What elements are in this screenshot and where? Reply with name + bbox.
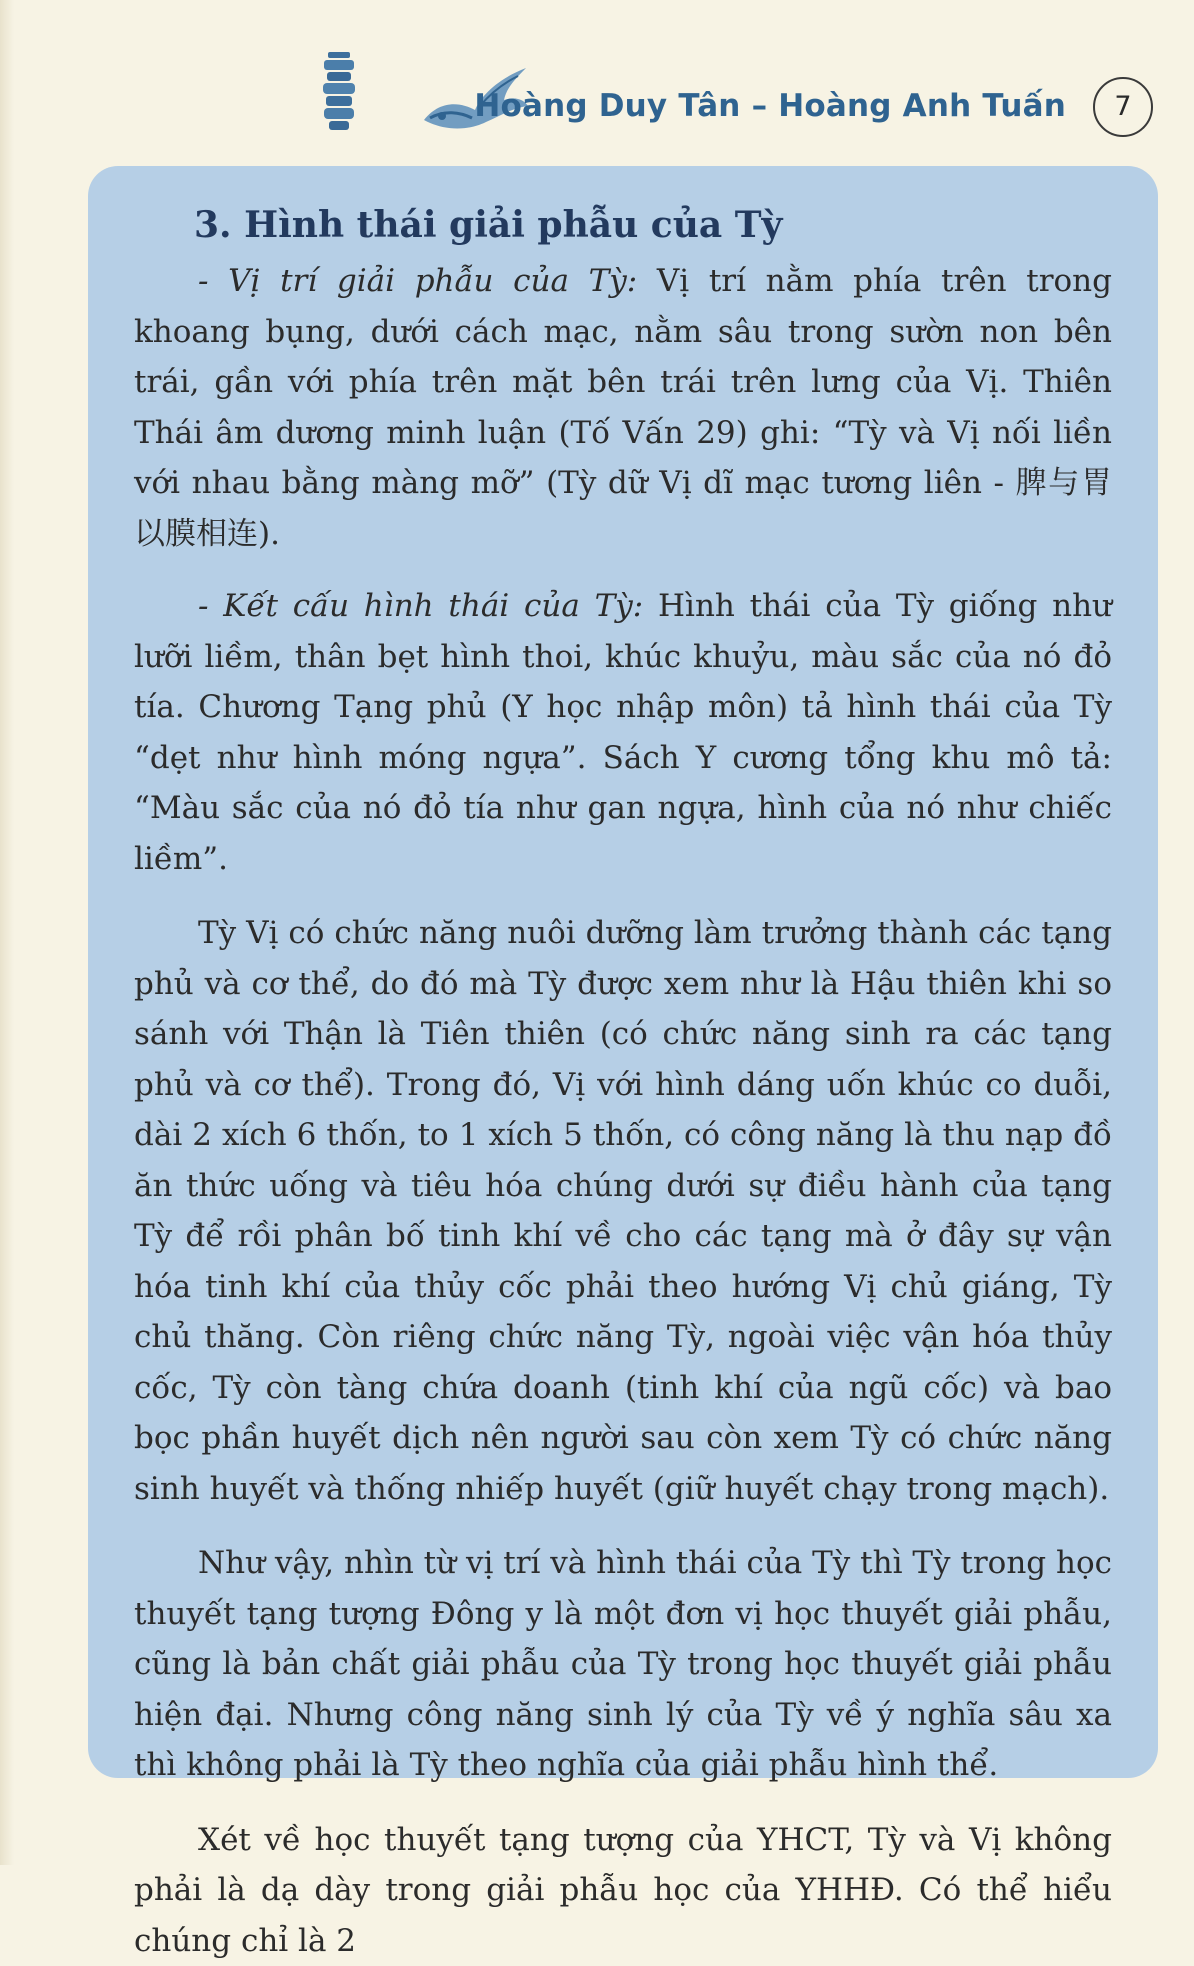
page-binding-edge [0,0,14,1865]
paragraph-tcm-theory: Xét về học thuyết tạng tượng của YHCT, Tỳ và Vị không phải là dạ dày trong giải phẫu học của YHHĐ. Có thể hiểu chúng chỉ là 2 [134,1815,1112,1966]
paragraph-function: Tỳ Vị có chức năng nuôi dưỡng làm trưởng thành các tạng phủ và cơ thể, do đó mà Tỳ được xem như là Hậu thiên khi so sánh với Thận là Tiên thiên (có chức năng sinh ra các tạng phủ và cơ thể). Trong đó, Vị với hình dáng uốn khúc co duỗi, dài 2 xích 6 thốn, to 1 xích 5 thốn, có công năng là thu nạp đồ ăn thức uống và tiêu hóa chúng dưới sự điều hành của tạng Tỳ để rồi phân bố tinh khí về cho các tạng mà ở đây sự vận hóa tinh khí của thủy cốc phải theo hướng Vị chủ giáng, Tỳ chủ thăng. Còn riêng chức năng Tỳ, ngoài việc vận hóa thủy cốc, Tỳ còn tàng chứa doanh (tinh khí của ngũ cốc) và bao bọc phần huyết dịch nên người sau còn xem Tỳ có chức năng sinh huyết và thống nhiếp huyết (giữ huyết chạy trong mạch). [134,908,1112,1514]
section-heading: 3. Hình thái giải phẫu của Tỳ [194,200,1112,250]
page-header [0,0,1194,160]
paragraph-label: - Kết cấu hình thái của Tỳ: [198,588,643,624]
paragraph-morphology [134,581,1112,884]
paragraph-label: - Vị trí giải phẫu của Tỳ: [198,263,637,299]
paragraph-conclusion: Như vậy, nhìn từ vị trí và hình thái của Tỳ thì Tỳ trong học thuyết tạng tượng Đông y là một đơn vị học thuyết giải phẫu, cũng là bản chất giải phẫu của Tỳ trong học thuyết giải phẫu hiện đại. Nhưng công năng sinh lý của Tỳ về ý nghĩa sâu xa thì không phải là Tỳ theo nghĩa của giải phẫu hình thể. [134,1538,1112,1791]
page-number: 7 [1093,77,1153,137]
book-authors: Hoàng Duy Tân – Hoàng Anh Tuấn [474,88,1066,124]
section-body [134,200,1112,1966]
paragraph-anatomical-position [134,256,1112,559]
paragraph-text: Vị trí nằm phía trên trong khoang bụng, dưới cách mạc, nằm sâu trong sườn non bên trái, gần với phía trên mặt bên trái trên lưng của Vị. Thiên Thái âm dương minh luận (Tố Vấn 29) ghi: “Tỳ và Vị nối liền với nhau bằng màng mỡ” (Tỳ dữ Vị dĩ mạc tương liên - 脾与胃以膜相连). [134,263,1112,552]
paragraph-text: Hình thái của Tỳ giống như lưỡi liềm, thân bẹt hình thoi, khúc khuỷu, màu sắc của nó đỏ tía. Chương Tạng phủ (Y học nhập môn) tả hình thái của Tỳ “dẹt như hình móng ngựa”. Sách Y cương tổng khu mô tả: “Màu sắc của nó đỏ tía như gan ngựa, hình của nó như chiếc liềm”. [134,588,1112,877]
seal-ornament-icon [318,50,360,132]
